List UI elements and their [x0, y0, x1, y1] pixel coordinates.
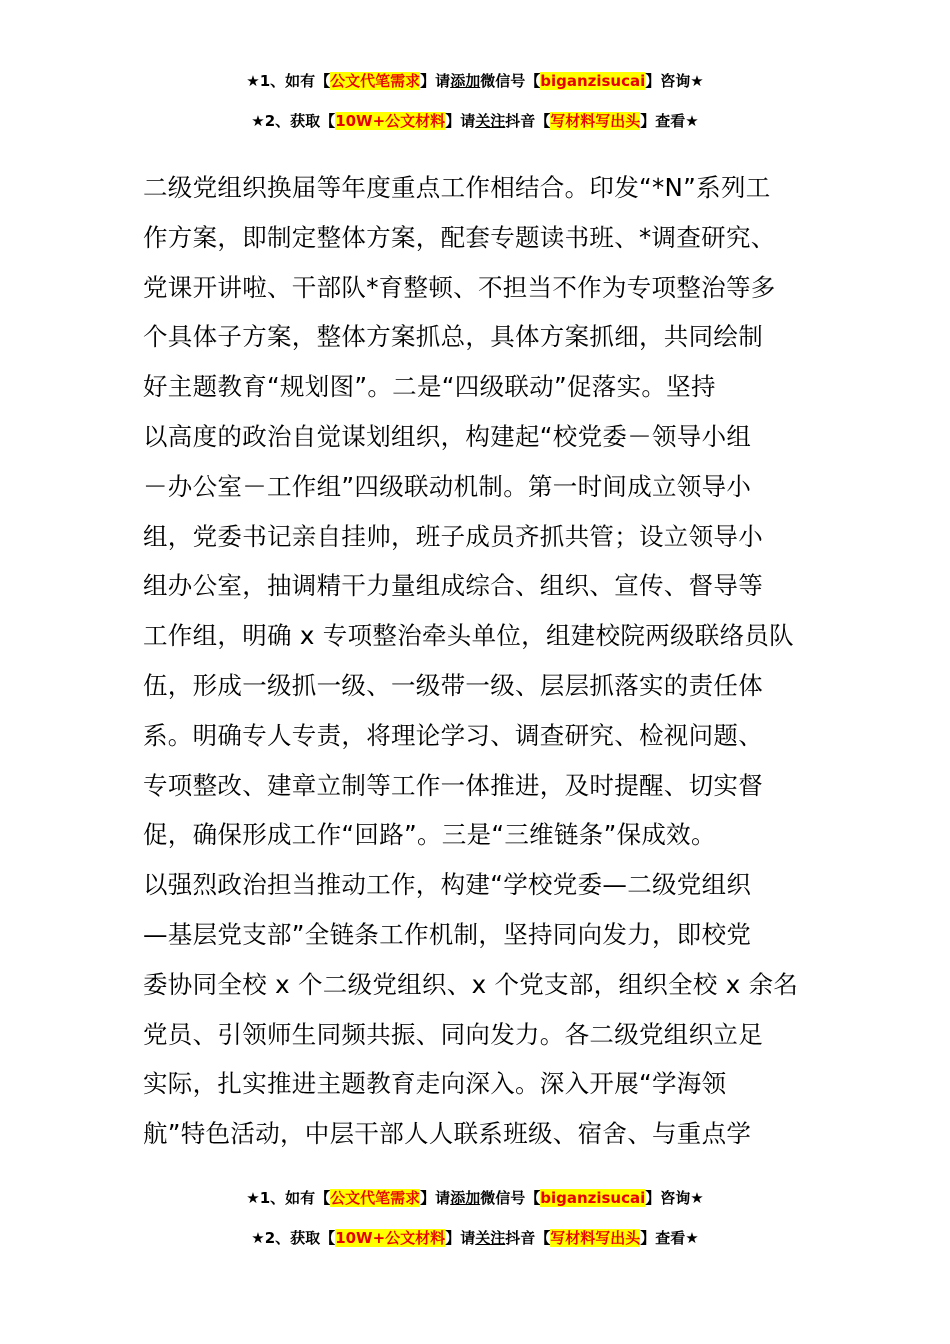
body-line: 促，确保形成工作“回路”。三是“三维链条”保成效。: [143, 820, 716, 850]
banner-highlight-materials: 10W+公文材料: [335, 1229, 446, 1247]
body-line: 党员、引领师生同频共振、同向发力。各二级党组织立足: [143, 1019, 763, 1049]
body-line: 组，党委书记亲自挂帅，班子成员齐抓共管；设立领导小: [143, 521, 763, 551]
banner-underline-add: 添加: [450, 72, 481, 90]
banner-underline-follow: 关注: [475, 112, 506, 130]
header-banner-2: [0, 109, 950, 133]
body-line: 以高度的政治自觉谋划组织，构建起“校党委－领导小组: [143, 421, 752, 451]
banner-highlight-douyin: 写材料写出头: [550, 112, 641, 130]
banner-prefix: ★2、获取【: [251, 1229, 336, 1247]
body-line: 委协同全校 x 个二级党组织、x 个党支部，组织全校 x 余名: [143, 969, 799, 999]
banner-highlight-wechat-id: biganzisucai: [540, 72, 646, 90]
body-line: 以强烈政治担当推动工作，构建“学校党委—二级党组织: [143, 870, 752, 900]
body-line: 作方案，即制定整体方案，配套专题读书班、*调查研究、: [143, 222, 776, 252]
banner-prefix: ★1、如有【: [246, 1189, 331, 1207]
banner-prefix: ★2、获取【: [251, 112, 336, 130]
banner-text: 抖音【: [505, 1229, 551, 1247]
document-body: [143, 163, 813, 1159]
banner-highlight-materials: 10W+公文材料: [335, 112, 446, 130]
body-line: 实际，扎实推进主题教育走向深入。深入开展“学海领: [143, 1069, 727, 1099]
body-line: 好主题教育“规划图”。二是“四级联动”促落实。坚持: [143, 372, 716, 402]
body-line: —基层党支部”全链条工作机制，坚持同向发力，即校党: [143, 919, 752, 949]
banner-highlight-wechat-id: biganzisucai: [540, 1189, 646, 1207]
body-line: －办公室－工作组”四级联动机制。第一时间成立领导小: [143, 471, 752, 501]
banner-text: 抖音【: [505, 112, 551, 130]
banner-text: 】请: [445, 1229, 476, 1247]
banner-text: 微信号【: [480, 1189, 541, 1207]
banner-text: 】请: [420, 1189, 451, 1207]
banner-highlight-douyin: 写材料写出头: [550, 1229, 641, 1247]
banner-prefix: ★1、如有【: [246, 72, 331, 90]
body-line: 伍，形成一级抓一级、一级带一级、层层抓落实的责任体: [143, 670, 763, 700]
banner-underline-follow: 关注: [475, 1229, 506, 1247]
banner-highlight-service: 公文代笔需求: [330, 72, 421, 90]
footer-banner-1: [0, 1186, 950, 1210]
body-line: 工作组，明确 x 专项整治牵头单位，组建校院两级联络员队: [143, 621, 794, 651]
body-line: 组办公室，抽调精干力量组成综合、组织、宣传、督导等: [143, 571, 763, 601]
body-line: 专项整改、建章立制等工作一体推进，及时提醒、切实督: [143, 770, 763, 800]
banner-text: 微信号【: [480, 72, 541, 90]
body-line: 党课开讲啦、干部队*育整顿、不担当不作为专项整治等多: [143, 272, 776, 302]
banner-suffix: 】查看★: [640, 112, 699, 130]
body-line: 个具体子方案，整体方案抓总，具体方案抓细，共同绘制: [143, 322, 763, 352]
body-line: 二级党组织换届等年度重点工作相结合。印发“*N”系列工: [143, 173, 771, 202]
body-line: 航”特色活动，中层干部人人联系班级、宿舍、与重点学: [143, 1119, 752, 1149]
banner-text: 】请: [420, 72, 451, 90]
body-line: 系。明确专人专责，将理论学习、调查研究、检视问题、: [143, 720, 763, 750]
banner-text: 】请: [445, 112, 476, 130]
banner-underline-add: 添加: [450, 1189, 481, 1207]
banner-suffix: 】咨询★: [645, 1189, 704, 1207]
banner-suffix: 】咨询★: [645, 72, 704, 90]
banner-highlight-service: 公文代笔需求: [330, 1189, 421, 1207]
banner-suffix: 】查看★: [640, 1229, 699, 1247]
footer-banner-2: [0, 1226, 950, 1250]
header-banner-1: [0, 69, 950, 93]
